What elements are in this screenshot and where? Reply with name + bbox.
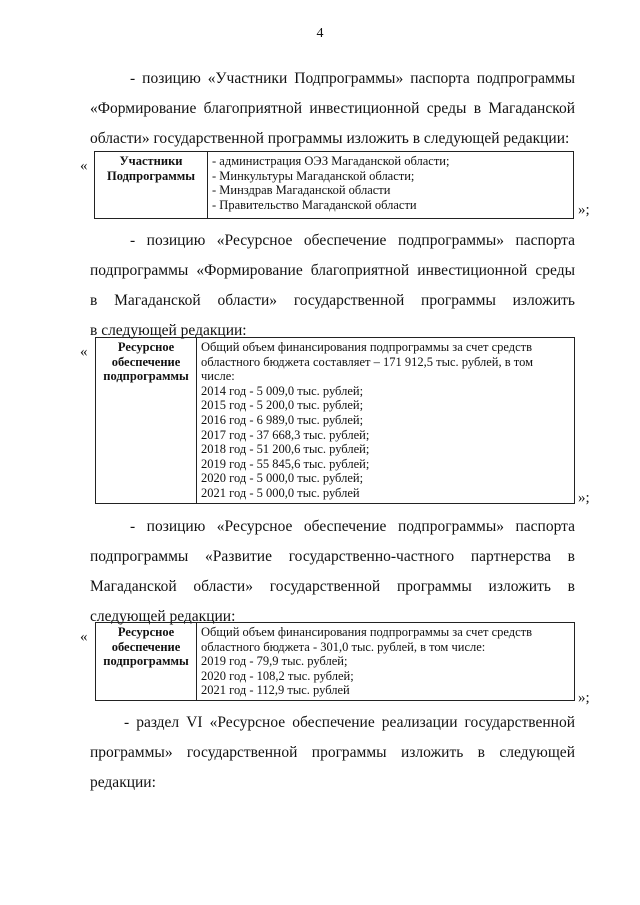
open-quote: « bbox=[80, 158, 88, 174]
table-body-cell bbox=[197, 623, 575, 701]
header-line: подпрограммы bbox=[103, 369, 189, 384]
intro-line: Общий объем финансирования подпрограммы за счет средств bbox=[201, 625, 533, 639]
list-item: 2020 год - 5 000,0 тыс. рублей; bbox=[201, 471, 364, 486]
paragraph-line: - позицию «Ресурсное обеспечение подпрограммы» паспорта bbox=[130, 232, 575, 249]
header-line: подпрограммы bbox=[103, 654, 189, 669]
header-line: Подпрограммы bbox=[106, 168, 195, 183]
list-item: 2021 год - 112,9 тыс. рублей bbox=[201, 683, 350, 698]
paragraph-line: в Магаданской области» государственной программы изложить bbox=[90, 292, 575, 309]
paragraph-resource-ppp bbox=[90, 512, 575, 632]
page-number: 4 bbox=[316, 26, 324, 41]
list-item: 2017 год - 37 668,3 тыс. рублей; bbox=[201, 427, 370, 442]
paragraph-section-vi bbox=[90, 708, 575, 798]
table-header-cell bbox=[95, 152, 208, 219]
participants-table bbox=[94, 151, 574, 219]
intro-line: числе: bbox=[201, 369, 235, 384]
intro-line: Общий объем финансирования подпрограммы за счет средств bbox=[201, 340, 533, 354]
close-quote: »; bbox=[578, 202, 590, 218]
paragraph-line: подпрограммы «Формирование благоприятной инвестиционной среды bbox=[90, 262, 575, 279]
paragraph-resource-investment bbox=[90, 226, 575, 346]
table-header-cell bbox=[96, 338, 197, 504]
header-line: обеспечение bbox=[111, 354, 181, 369]
paragraph-participants bbox=[90, 64, 575, 154]
paragraph-line: области» государственной программы изложить в следующей редакции: bbox=[90, 130, 570, 147]
paragraph-line: следующей редакции: bbox=[90, 608, 236, 625]
list-item: 2020 год - 108,2 тыс. рублей; bbox=[201, 668, 354, 683]
open-quote: « bbox=[80, 629, 88, 645]
header-line: Ресурсное bbox=[117, 340, 175, 354]
resource-table-ppp bbox=[95, 622, 575, 701]
list-item: 2014 год - 5 009,0 тыс. рублей; bbox=[201, 383, 364, 398]
paragraph-line: подпрограммы «Развитие государственно-частного партнерства в bbox=[90, 548, 575, 565]
list-item: - Минкультуры Магаданской области; bbox=[212, 168, 415, 183]
paragraph-line: в следующей редакции: bbox=[90, 322, 247, 339]
intro-line: областного бюджета - 301,0 тыс. рублей, в том числе: bbox=[201, 639, 486, 654]
resource-table-investment bbox=[95, 337, 575, 504]
intro-line: областного бюджета составляет – 171 912,5 тыс. рублей, в том bbox=[201, 354, 533, 369]
list-item: 2015 год - 5 200,0 тыс. рублей; bbox=[201, 398, 364, 413]
header-line: Ресурсное bbox=[117, 625, 175, 639]
paragraph-line: - позицию «Участники Подпрограммы» паспорта подпрограммы bbox=[130, 70, 575, 87]
list-item: - Правительство Магаданской области bbox=[212, 197, 417, 212]
table-header-cell bbox=[96, 623, 197, 701]
list-item: 2016 год - 6 989,0 тыс. рублей; bbox=[201, 412, 364, 427]
header-line: Участники bbox=[119, 154, 183, 168]
list-item: 2019 год - 55 845,6 тыс. рублей; bbox=[201, 456, 370, 471]
list-item: - Минздрав Магаданской области bbox=[212, 183, 391, 198]
list-item: 2018 год - 51 200,6 тыс. рублей; bbox=[201, 442, 370, 457]
open-quote: « bbox=[80, 344, 88, 360]
paragraph-line: «Формирование благоприятной инвестиционной среды в Магаданской bbox=[90, 100, 575, 117]
paragraph-line: программы» государственной программы изложить в следующей bbox=[90, 744, 575, 761]
paragraph-line: - позицию «Ресурсное обеспечение подпрограммы» паспорта bbox=[130, 518, 575, 535]
header-line: обеспечение bbox=[111, 639, 181, 654]
list-item: 2019 год - 79,9 тыс. рублей; bbox=[201, 654, 348, 669]
list-item: - администрация ОЭЗ Магаданской области; bbox=[212, 154, 450, 168]
table-body-cell bbox=[208, 152, 574, 219]
table-body-cell bbox=[197, 338, 575, 504]
paragraph-line: редакции: bbox=[90, 774, 156, 791]
close-quote: »; bbox=[578, 690, 590, 706]
close-quote: »; bbox=[578, 490, 590, 506]
paragraph-line: Магаданской области» государственной программы изложить в bbox=[90, 578, 575, 595]
paragraph-line: - раздел VI «Ресурсное обеспечение реализации государственной bbox=[124, 714, 575, 731]
list-item: 2021 год - 5 000,0 тыс. рублей bbox=[201, 485, 360, 500]
